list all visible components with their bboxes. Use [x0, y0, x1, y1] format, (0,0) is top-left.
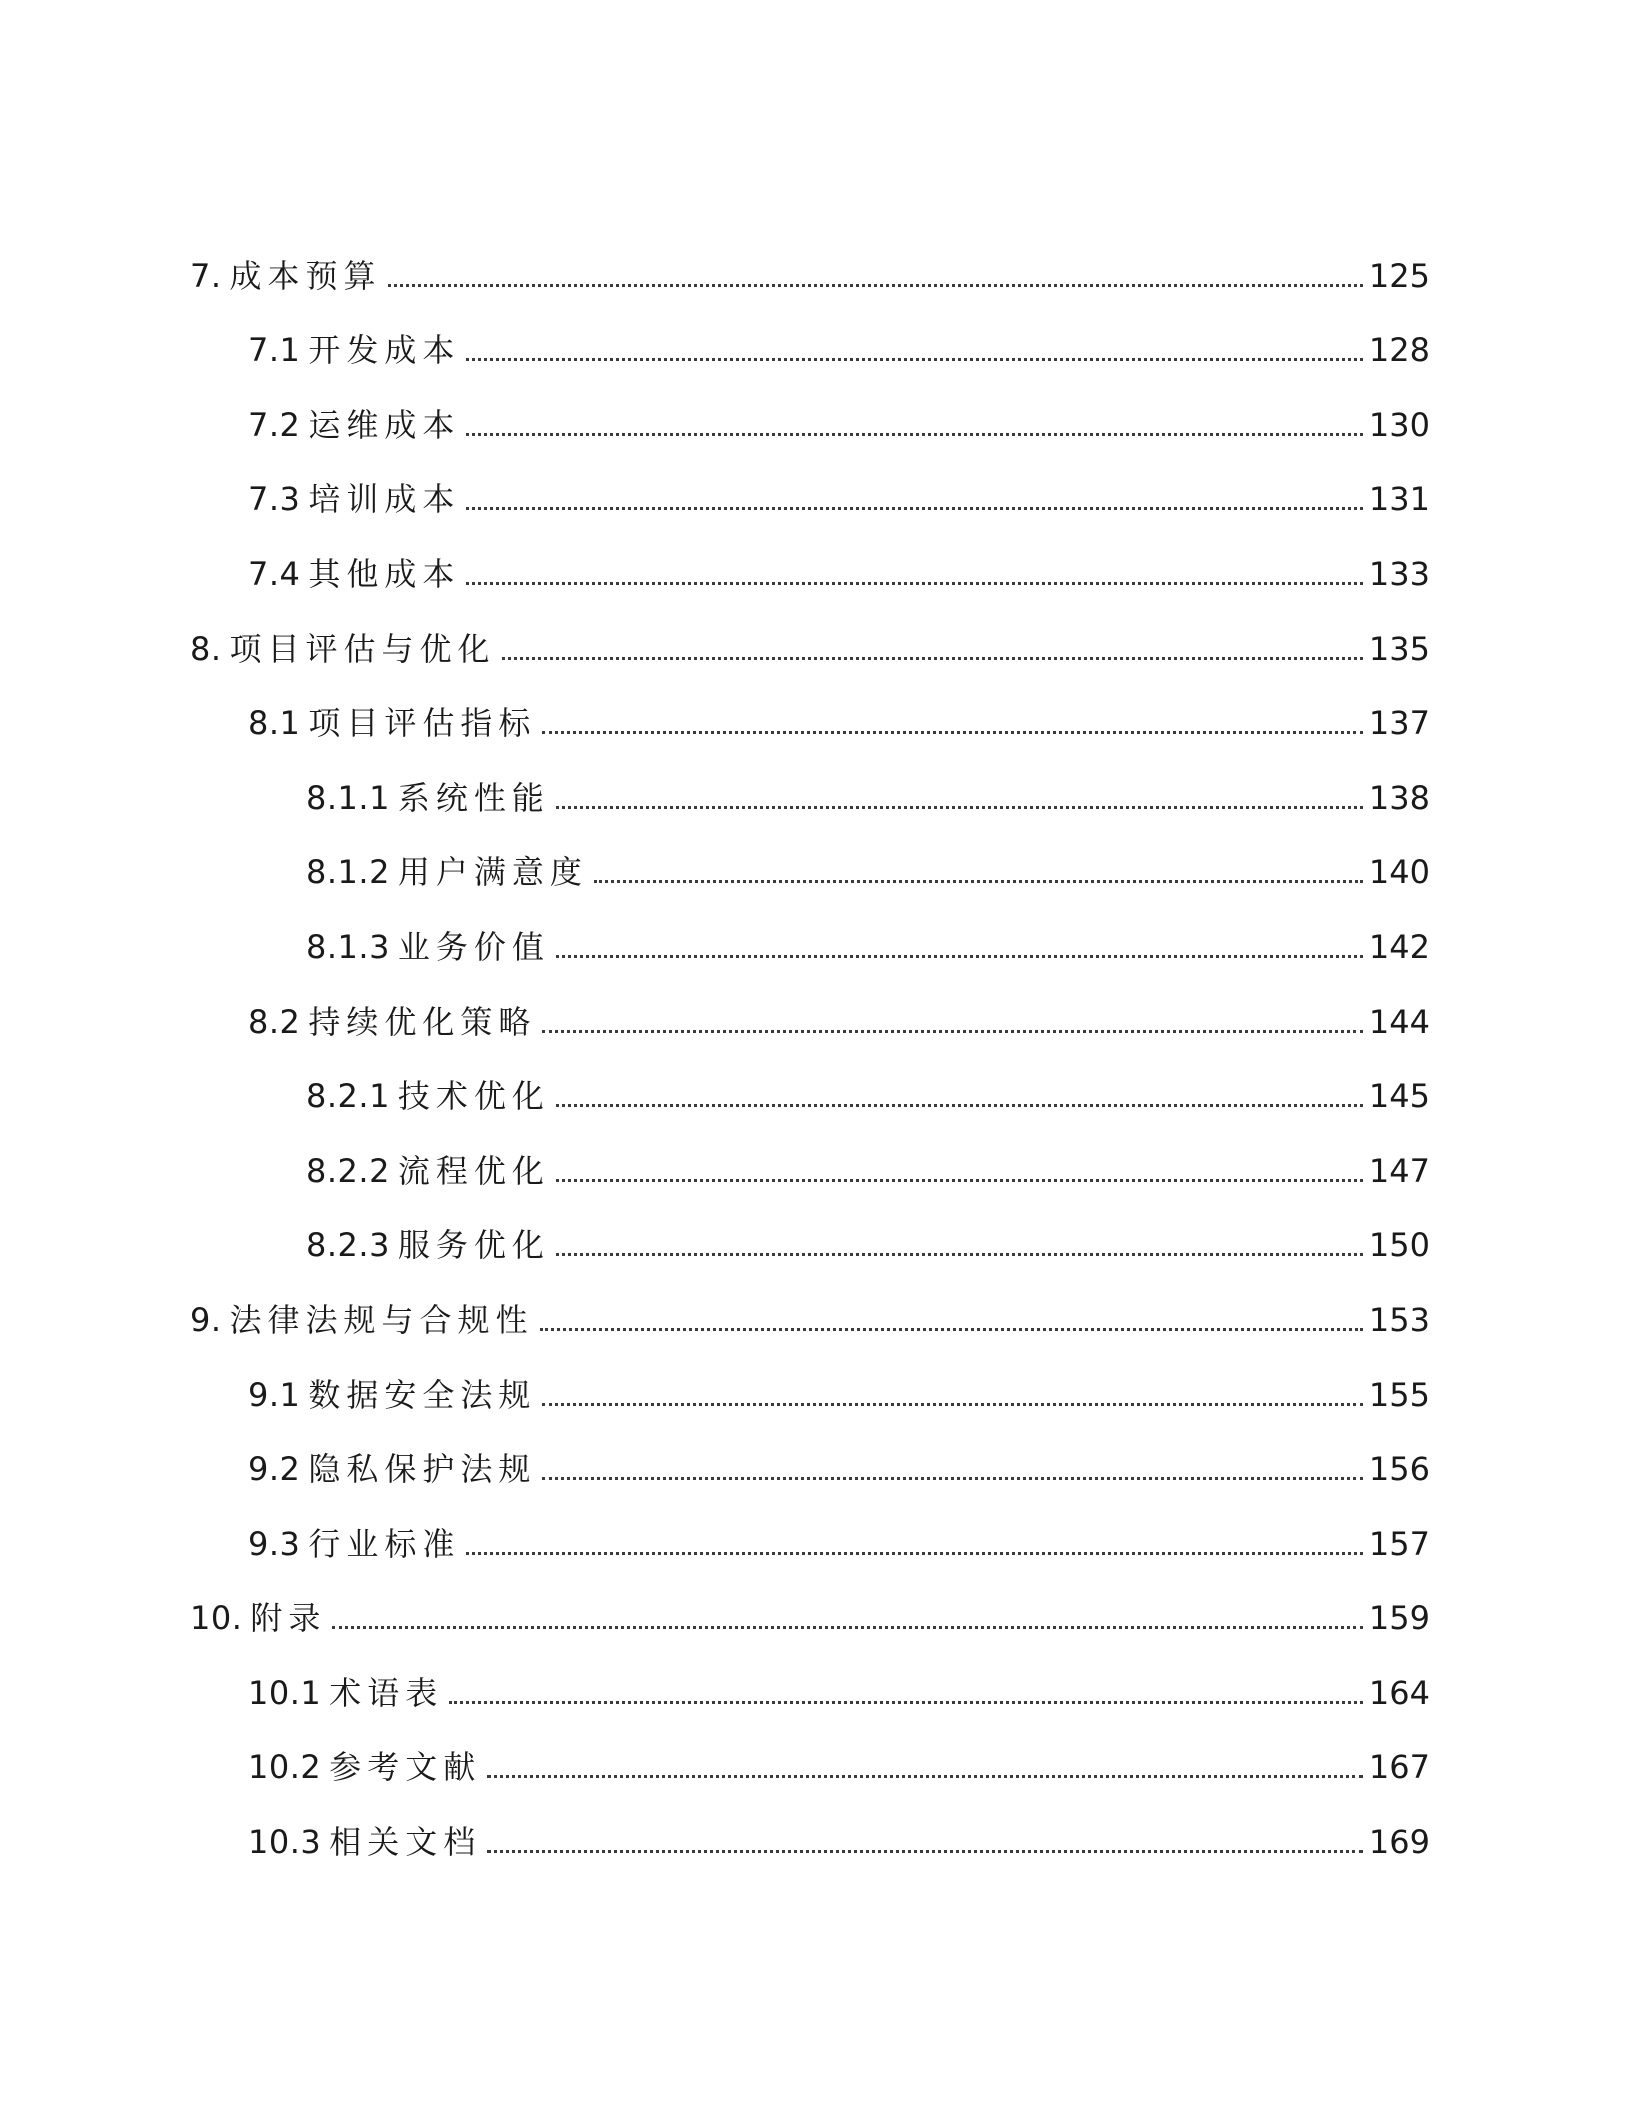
toc-entry-8-2-3[interactable]: [190, 1202, 1430, 1277]
toc-entry-page: 150: [1368, 1226, 1430, 1265]
table-of-contents: [190, 232, 1430, 1873]
dot-leader: [466, 433, 1363, 436]
toc-entry-title: 流程优化: [397, 1151, 550, 1190]
toc-entry-number: 10.: [190, 1599, 243, 1638]
toc-entry-number: 9.: [190, 1300, 222, 1339]
toc-entry-9-1[interactable]: [190, 1351, 1430, 1426]
toc-entry-title: 服务优化: [397, 1226, 550, 1265]
toc-entry-number: 8.1.1: [306, 778, 390, 817]
toc-entry-page: 157: [1368, 1524, 1430, 1563]
toc-entry-9-3[interactable]: [190, 1500, 1430, 1575]
toc-entry-9-2[interactable]: [190, 1426, 1430, 1501]
toc-entry-page: 142: [1368, 927, 1430, 966]
toc-entry-page: 164: [1368, 1673, 1430, 1712]
toc-entry-7[interactable]: [190, 232, 1430, 307]
dot-leader: [542, 731, 1363, 734]
toc-entry-8-1[interactable]: [190, 680, 1430, 755]
toc-entry-number: 10.2: [248, 1748, 322, 1787]
toc-entry-page: 140: [1368, 853, 1430, 892]
toc-entry-number: 8.1: [248, 704, 301, 743]
dot-leader: [556, 1179, 1363, 1182]
toc-entry-title: 业务价值: [397, 927, 550, 966]
toc-entry-9[interactable]: [190, 1276, 1430, 1351]
toc-entry-10-1[interactable]: [190, 1649, 1430, 1724]
toc-entry-title: 相关文档: [329, 1823, 482, 1862]
toc-entry-page: 145: [1368, 1077, 1430, 1116]
dot-leader: [502, 657, 1363, 660]
toc-entry-title: 项目评估与优化: [229, 629, 496, 668]
toc-entry-number: 7.3: [248, 480, 301, 519]
toc-entry-page: 125: [1368, 256, 1430, 295]
toc-entry-number: 9.3: [248, 1524, 301, 1563]
toc-entry-number: 7.1: [248, 331, 301, 370]
toc-entry-page: 156: [1368, 1450, 1430, 1489]
toc-entry-title: 用户满意度: [397, 853, 588, 892]
toc-entry-page: 130: [1368, 405, 1430, 444]
toc-entry-number: 10.1: [248, 1673, 322, 1712]
dot-leader: [542, 1477, 1363, 1480]
toc-entry-8-1-2[interactable]: [190, 829, 1430, 904]
toc-entry-number: 8.2.1: [306, 1077, 390, 1116]
dot-leader: [466, 358, 1363, 361]
toc-entry-title: 持续优化策略: [308, 1002, 537, 1041]
toc-entry-7-3[interactable]: [190, 456, 1430, 531]
toc-entry-number: 8.1.3: [306, 927, 390, 966]
toc-entry-title: 成本预算: [229, 256, 382, 295]
toc-entry-title: 培训成本: [308, 480, 461, 519]
dot-leader: [332, 1626, 1363, 1629]
toc-entry-title: 参考文献: [329, 1748, 482, 1787]
toc-entry-page: 138: [1368, 778, 1430, 817]
dot-leader: [594, 880, 1363, 883]
dot-leader: [556, 1253, 1363, 1256]
toc-entry-10[interactable]: [190, 1575, 1430, 1650]
dot-leader: [487, 1850, 1363, 1853]
dot-leader: [542, 1403, 1363, 1406]
toc-entry-number: 8.2.3: [306, 1226, 390, 1265]
toc-entry-page: 159: [1368, 1599, 1430, 1638]
toc-entry-page: 131: [1368, 480, 1430, 519]
toc-entry-page: 169: [1368, 1823, 1430, 1862]
toc-entry-number: 8.2: [248, 1002, 301, 1041]
toc-entry-number: 8.: [190, 629, 222, 668]
toc-entry-page: 137: [1368, 704, 1430, 743]
toc-entry-page: 135: [1368, 629, 1430, 668]
toc-entry-title: 项目评估指标: [308, 704, 537, 743]
toc-entry-8[interactable]: [190, 605, 1430, 680]
dot-leader: [556, 1104, 1363, 1107]
toc-entry-page: 133: [1368, 554, 1430, 593]
toc-entry-8-2-1[interactable]: [190, 1053, 1430, 1128]
toc-entry-7-2[interactable]: [190, 381, 1430, 456]
toc-entry-number: 8.1.2: [306, 853, 390, 892]
toc-entry-7-1[interactable]: [190, 307, 1430, 382]
dot-leader: [466, 1552, 1363, 1555]
toc-entry-8-2-2[interactable]: [190, 1127, 1430, 1202]
toc-entry-title: 隐私保护法规: [308, 1450, 537, 1489]
toc-entry-title: 附录: [250, 1599, 327, 1638]
toc-entry-title: 其他成本: [308, 554, 461, 593]
toc-entry-number: 10.3: [248, 1823, 322, 1862]
toc-entry-page: 155: [1368, 1375, 1430, 1414]
toc-entry-number: 7.2: [248, 405, 301, 444]
toc-entry-number: 7.: [190, 256, 222, 295]
toc-entry-number: 7.4: [248, 554, 301, 593]
toc-entry-title: 技术优化: [397, 1077, 550, 1116]
toc-entry-number: 9.2: [248, 1450, 301, 1489]
toc-entry-title: 开发成本: [308, 331, 461, 370]
toc-entry-number: 9.1: [248, 1375, 301, 1414]
toc-entry-10-3[interactable]: [190, 1798, 1430, 1873]
dot-leader: [466, 582, 1363, 585]
toc-entry-title: 行业标准: [308, 1524, 461, 1563]
toc-entry-page: 147: [1368, 1151, 1430, 1190]
dot-leader: [388, 284, 1363, 287]
toc-entry-title: 运维成本: [308, 405, 461, 444]
toc-entry-page: 167: [1368, 1748, 1430, 1787]
toc-entry-page: 153: [1368, 1300, 1430, 1339]
toc-entry-page: 128: [1368, 331, 1430, 370]
dot-leader: [449, 1701, 1363, 1704]
toc-entry-title: 法律法规与合规性: [229, 1300, 534, 1339]
dot-leader: [556, 955, 1363, 958]
toc-entry-8-1-3[interactable]: [190, 903, 1430, 978]
toc-entry-8-2[interactable]: [190, 978, 1430, 1053]
dot-leader: [487, 1775, 1363, 1778]
dot-leader: [540, 1328, 1363, 1331]
dot-leader: [466, 507, 1363, 510]
toc-entry-7-4[interactable]: [190, 530, 1430, 605]
toc-entry-number: 8.2.2: [306, 1151, 390, 1190]
toc-entry-10-2[interactable]: [190, 1724, 1430, 1799]
dot-leader: [542, 1030, 1363, 1033]
toc-entry-title: 系统性能: [397, 778, 550, 817]
toc-entry-page: 144: [1368, 1002, 1430, 1041]
toc-entry-title: 术语表: [329, 1673, 444, 1712]
toc-entry-title: 数据安全法规: [308, 1375, 537, 1414]
dot-leader: [556, 806, 1363, 809]
toc-entry-8-1-1[interactable]: [190, 754, 1430, 829]
